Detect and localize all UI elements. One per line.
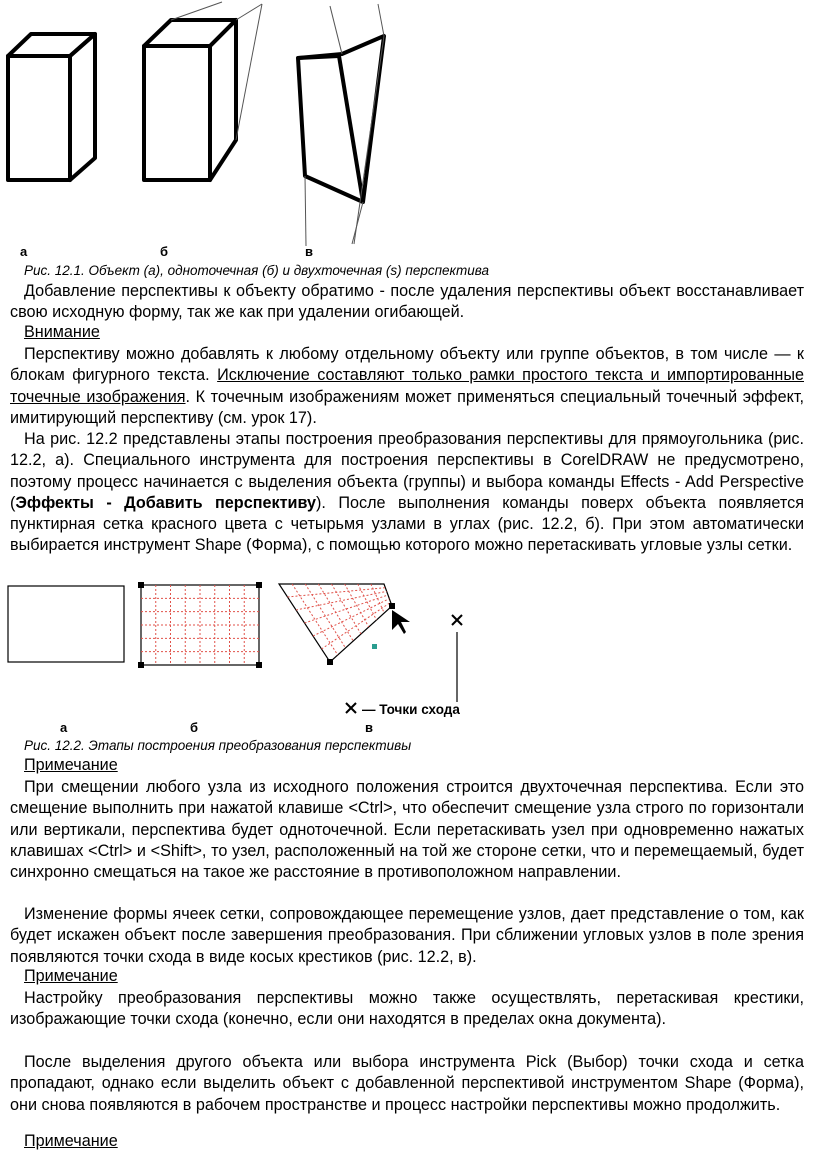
note-heading-attention: Внимание bbox=[24, 323, 100, 341]
rectangle-b-grid bbox=[138, 582, 262, 668]
figure-12-1-caption: Рис. 12.1. Объект (а), одноточечная (б) и двухточечная (s) перспектива bbox=[24, 263, 490, 278]
paragraph-perspective-reversible: Добавление перспективы к объекту обратимо - после удаления перспективы объект восстанавливает свою исходную форму, так же как при удалении огибающей. bbox=[10, 282, 804, 322]
figure-12-1-drawing bbox=[0, 0, 816, 262]
box-b bbox=[144, 20, 236, 180]
paragraph-perspective-steps bbox=[10, 429, 804, 557]
para3-command-name: Эффекты - Добавить перспективу bbox=[15, 493, 317, 512]
para3-text-1: На рис. 12.2 представлены этапы построения преобразования перспективы для прямоугольника (рис. 12.2, а). Специального инструмента для построения перспективы в CorelDRAW не предусмотрено, поэтому процесс начинается с выделения объекта (группы) и выбора команды Effects - Add Perspective ( bbox=[10, 430, 804, 512]
para2-text-3: . К точечным изображениям может применяться специальный точечный эффект, имитирующий перспективу (см. урок 17). bbox=[10, 387, 804, 427]
paragraph-perspective-objects bbox=[10, 344, 804, 429]
figure2-label-v: в bbox=[365, 720, 373, 735]
legend-cross-icon bbox=[346, 703, 356, 713]
paragraph-grid-shape: Изменение формы ячеек сетки, сопровождающее перемещение узлов, дает представление о том, как будет искажен объект после завершения преобразования. При сближении угловых узлов в поле зрения появляются точки схода в виде косых крестиков (рис. 12.2, в). bbox=[10, 905, 804, 966]
note-heading-3: Примечание bbox=[24, 1132, 118, 1150]
figure-label-a: а bbox=[20, 244, 28, 259]
figure-12-2-caption: Рис. 12.2. Этапы построения преобразования перспективы bbox=[24, 738, 412, 753]
distorted-grid-v bbox=[279, 584, 410, 665]
figure2-label-a: а bbox=[60, 720, 68, 735]
figure-label-b: б bbox=[160, 244, 169, 259]
box-a bbox=[8, 34, 95, 180]
paragraph-node-shift: При смещении любого узла из исходного положения строится двухточечная перспектива. Если это смещение выполнить при нажатой клавише <Ctrl>, что обеспечит смещение узла строго по горизонтали или вертикали, перспектива будет одноточечной. Если перетаскивать узел при одновременно нажатых клавишах <Ctrl> и <Shift>, то узел, расположенный на той же стороне сетки, что и перемещаемый, будет синхронно смещаться на такое же расстояние в противоположном направлении. bbox=[10, 778, 804, 882]
note-heading-2: Примечание bbox=[24, 967, 118, 985]
figure-label-v: в bbox=[305, 244, 313, 259]
figure2-label-b: б bbox=[190, 720, 199, 735]
para3-text-3: ). После выполнения команды поверх объекта появляется пунктирная сетка красного цвета с четырьмя узлами в углах (рис. 12.2, б). При этом автоматически выбирается инструмент Shape (Форма), с помощью которого можно перетаскивать угловые узлы сетки. bbox=[10, 493, 804, 555]
note-heading-1: Примечание bbox=[24, 756, 118, 774]
figure-12-2 bbox=[0, 574, 816, 736]
vanishing-points-legend: — Точки схода bbox=[362, 702, 460, 717]
box-v bbox=[298, 36, 384, 202]
paragraph-grid-disappear: После выделения другого объекта или выбора инструмента Pick (Выбор) точки схода и сетка пропадают, однако если выделить объект с добавленной перспективой инструментом Shape (Форма), они снова появляются в рабочем пространстве и процесс настройки перспективы можно продолжить. bbox=[10, 1053, 804, 1114]
figure-12-1 bbox=[0, 0, 816, 262]
rectangle-a bbox=[8, 586, 124, 662]
vanishing-point-icon bbox=[452, 615, 462, 625]
para2-exception-text: Исключение составляют только рамки простого текста и импортированные точечные изображения bbox=[10, 366, 804, 406]
paragraph-cross-drag: Настройку преобразования перспективы можно также осуществлять, перетаскивая крестики, изображающие точки схода (конечно, если они находятся в пределах окна документа). bbox=[10, 989, 804, 1029]
para2-text-1: Перспективу можно добавлять к любому отдельному объекту или группе объектов, в том числе — к блокам фигурного текста. bbox=[10, 345, 804, 385]
cursor-arrow-icon bbox=[392, 610, 410, 634]
